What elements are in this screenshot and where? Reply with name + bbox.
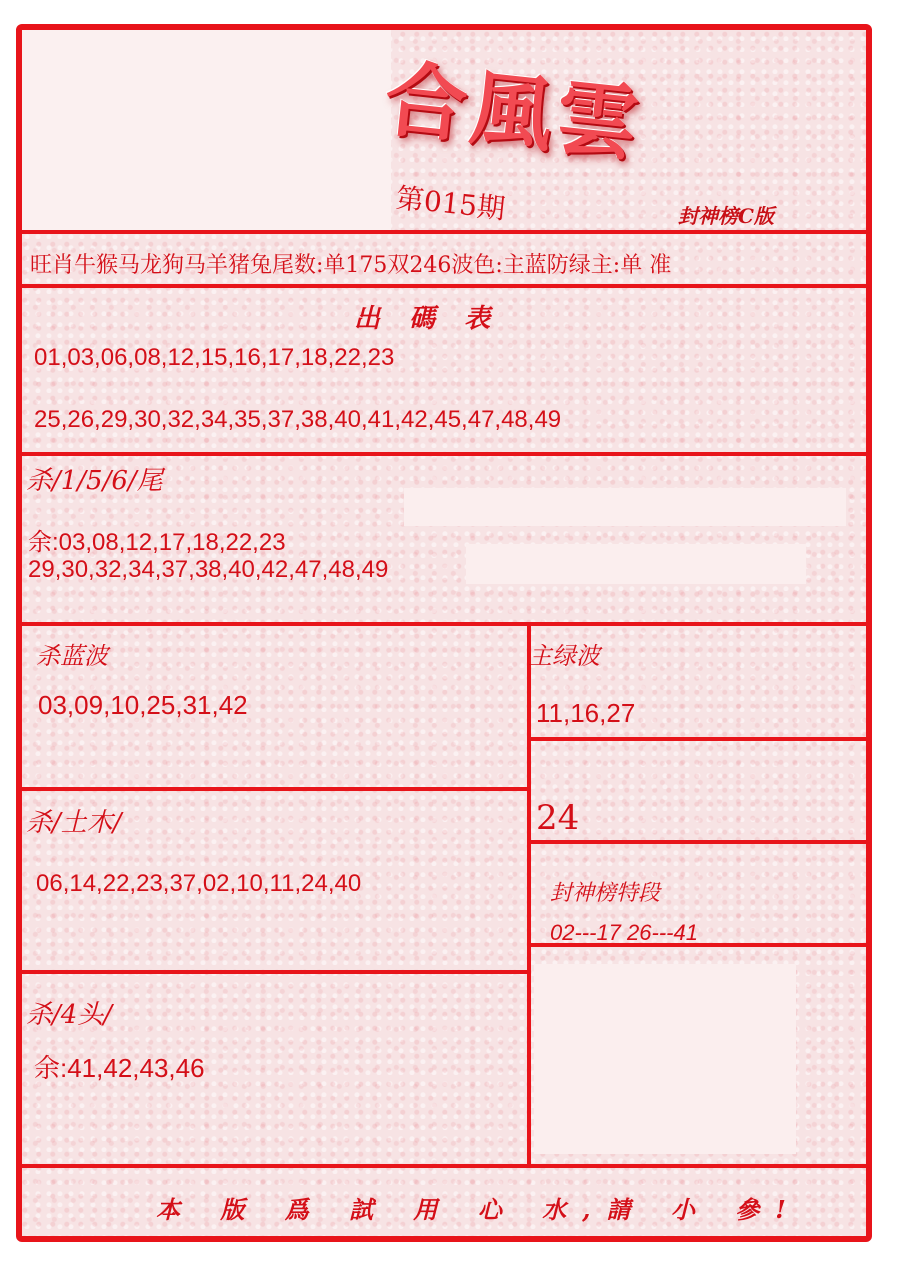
divider [22, 622, 866, 626]
code-table-title: 出 碼 表 [354, 304, 501, 334]
blank-box [534, 964, 796, 1154]
blank-strip [404, 488, 846, 526]
edition-label: 封神榜C版 [678, 204, 774, 228]
header-logo: 合風雲 [380, 50, 647, 174]
blank-strip [466, 544, 806, 584]
kill-head-rest: 余:41,42,43,46 [34, 1053, 205, 1083]
footer-note: 本 版 爲 試 用 心 水,請 小 參! [156, 1195, 802, 1224]
divider [22, 787, 530, 791]
kill-blue-label: 杀蓝波 [36, 642, 108, 670]
divider [22, 230, 866, 234]
main-green-label: 主绿波 [528, 642, 600, 670]
special-section-range: 02---17 26---41 [550, 920, 698, 945]
kill-tail-label: 杀/1/5/6/尾 [26, 466, 163, 496]
divider [530, 840, 866, 844]
kill-blue-numbers: 03,09,10,25,31,42 [38, 690, 248, 720]
header-blank-panel [22, 30, 391, 230]
single-number: 24 [536, 798, 580, 838]
code-line-1: 01,03,06,08,12,15,16,17,18,22,23 [34, 344, 395, 371]
kill-tail-rest-1: 余:03,08,12,17,18,22,23 [28, 529, 286, 556]
divider [22, 284, 866, 288]
info-line: 旺肖牛猴马龙狗马羊猪兔尾数:单175双246波色:主蓝防绿主:单 准 [30, 253, 672, 278]
issue-number: 第015期 [394, 181, 507, 226]
main-green-numbers: 11,16,27 [536, 698, 636, 728]
kill-tail-rest-2: 29,30,32,34,37,38,40,42,47,48,49 [28, 556, 389, 583]
kill-head-label: 杀/4头/ [26, 1000, 113, 1030]
code-line-2: 25,26,29,30,32,34,35,37,38,40,41,42,45,47,48,49 [34, 406, 562, 433]
special-section-label: 封神榜特段 [550, 881, 661, 906]
divider [22, 1164, 866, 1168]
kill-elements-numbers: 06,14,22,23,37,02,10,11,24,40 [36, 870, 362, 897]
divider [22, 452, 866, 456]
divider [530, 737, 866, 741]
kill-elements-label: 杀/土木/ [26, 808, 122, 838]
divider [22, 970, 530, 974]
column-divider [527, 622, 531, 1166]
